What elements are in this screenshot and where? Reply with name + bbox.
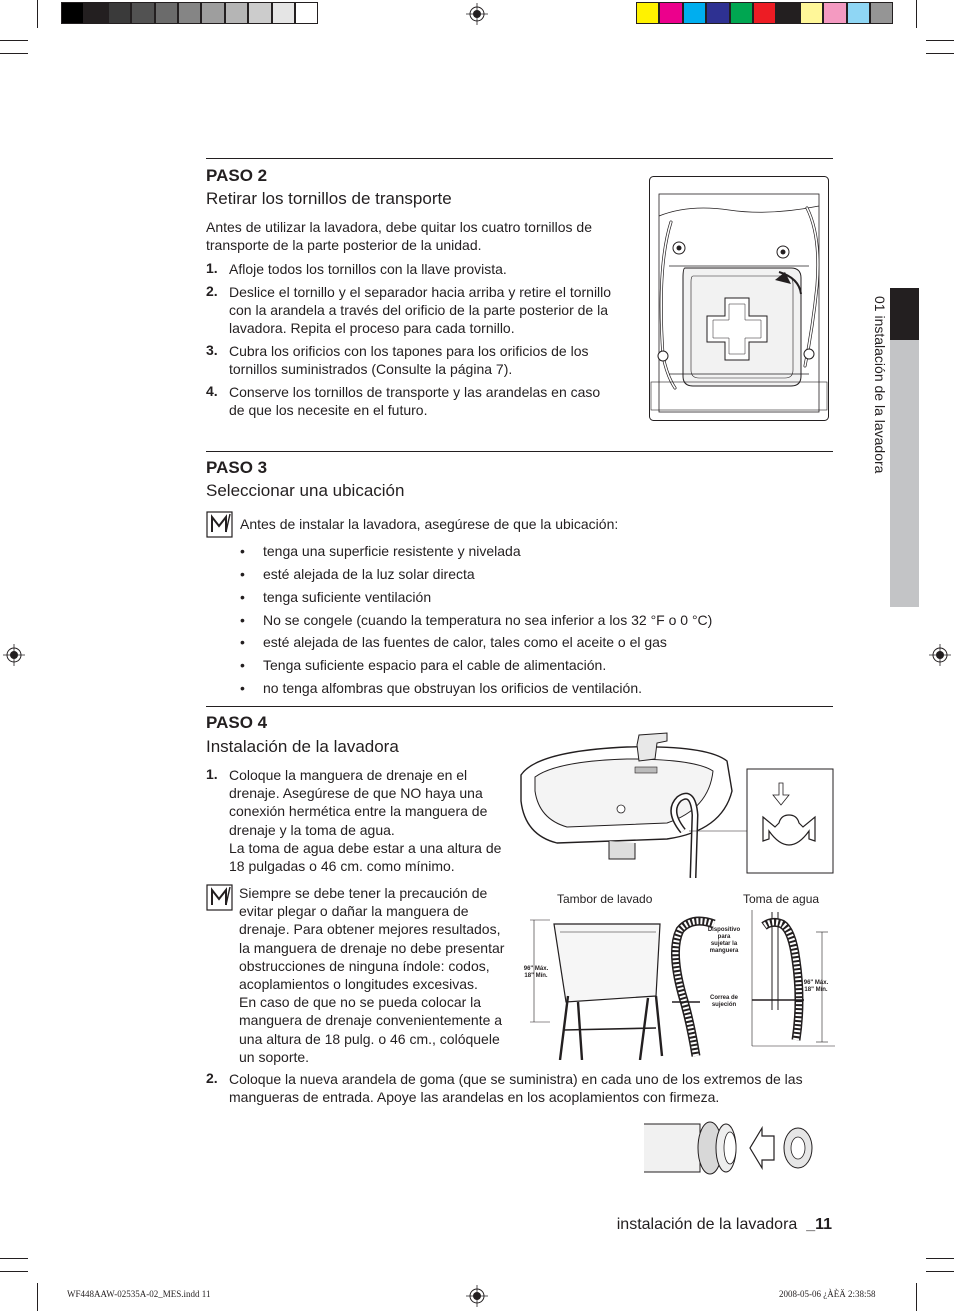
section-divider [206, 451, 833, 452]
page-footer [617, 1216, 832, 1234]
strap-label: Correa de sujeción [709, 995, 738, 1008]
note-icon [206, 884, 233, 911]
print-slug-file: WF448AAW-02535A-02_MES.indd 11 [67, 1289, 211, 1299]
height-label-left: 96" Máx. 18" Mín. [523, 966, 549, 979]
paso2-subtitle: Retirar los tornillos de transporte [206, 189, 452, 208]
color-swatch [847, 2, 870, 24]
chapter-tab-label: 01 instalación de la lavadora [872, 296, 888, 474]
color-swatch [659, 2, 682, 24]
color-swatch [753, 2, 776, 24]
bullet-dot: • [240, 589, 245, 605]
color-swatch [800, 2, 823, 24]
color-swatch [776, 2, 799, 24]
color-swatch [870, 2, 893, 24]
bullet-dot: • [240, 612, 245, 628]
paso2-heading: PASO 2 [206, 166, 268, 185]
footer-title: instalación de la lavadora [616, 1216, 798, 1233]
print-slug-date: 2008-05-06 ¿ÀÈÄ 2:38:58 [779, 1289, 876, 1299]
bullet-dot: • [240, 543, 245, 559]
paso2-step-2: Deslice el tornillo y el separador hacia arriba y retire el tornillo con la arandela a través del orificio de la parte posterior de la lavadora. Repita el proceso para cada tornillo. [229, 284, 612, 337]
section-divider [206, 706, 833, 707]
registration-mark-icon [466, 3, 488, 25]
paso4-step-1: Coloque la manguera de drenaje en el drenaje. Asegúrese de que NO haya una conexión hermética entre la manguera de drenaje y la toma de agua. La toma de agua debe estar a una altura de 18 pulgadas o 46 cm. como mínimo. [229, 767, 502, 875]
bullet-dot: • [240, 566, 245, 582]
list-item: esté alejada de la luz solar directa [263, 566, 475, 582]
step-number: 1. [206, 766, 218, 782]
paso2-step-4: Conserve los tornillos de transporte y las arandelas en caso de que los necesite en el futuro. [229, 384, 601, 419]
color-swatch [155, 2, 178, 24]
bullet-dot: • [240, 680, 245, 696]
color-swatch [683, 2, 706, 24]
height-label-right: 96" Máx. 18" Mín. [803, 980, 829, 993]
registration-mark-icon [929, 644, 951, 666]
color-swatch [201, 2, 224, 24]
step-number: 3. [206, 342, 218, 358]
water-inlet-label: Toma de agua [743, 892, 820, 906]
color-swatch [131, 2, 154, 24]
color-swatch [248, 2, 271, 24]
paso3-note: Antes de instalar la lavadora, asegúrese de que la ubicación: [240, 516, 619, 532]
tub-label: Tambor de lavado [557, 892, 653, 906]
paso2-step-3: Cubra los orificios con los tapones para los orificios de los tornillos suministrados (Consulte la página 7). [229, 343, 589, 378]
chapter-tab-marker [890, 288, 919, 340]
color-swatch [636, 2, 659, 24]
step-number: 1. [206, 260, 218, 276]
hose-holder-label: Dispositivo para sujetar la manguera [707, 927, 741, 954]
paso4-heading: PASO 4 [206, 713, 268, 732]
registration-mark-icon [466, 1285, 488, 1307]
color-swatch [225, 2, 248, 24]
paso2-intro: Antes de utilizar la lavadora, debe quitar los cuatro tornillos de transporte de la parte posterior de la unidad. [206, 219, 592, 254]
paso4-subtitle: Instalación de la lavadora [206, 737, 399, 756]
sink-illustration [517, 731, 835, 878]
page-number: _11 [806, 1216, 832, 1233]
washer-back-illustration [649, 176, 829, 421]
step-number: 2. [206, 283, 218, 299]
list-item: esté alejada de las fuentes de calor, tales como el aceite o el gas [263, 634, 667, 650]
list-item: No se congele (cuando la temperatura no sea inferior a los 32 °F o 0 °C) [263, 612, 713, 628]
color-swatch [61, 2, 84, 24]
paso2-step-1: Afloje todos los tornillos con la llave provista. [229, 261, 507, 277]
paso4-step-2: Coloque la nueva arandela de goma (que se suministra) en cada uno de los extremos de las mangueras de entrada. Apoye las arandelas en los acoplamientos con firmeza. [229, 1071, 803, 1106]
paso3-subtitle: Seleccionar una ubicación [206, 481, 405, 500]
list-item: Tenga suficiente espacio para el cable de alimentación. [263, 657, 607, 673]
list-item: tenga suficiente ventilación [263, 589, 432, 605]
color-swatch [295, 2, 318, 24]
paso4-note: Siempre se debe tener la precaución de evitar plegar o dañar la manguera de drenaje. Para obtener mejores resultados, la manguera de drenaje no debe presentar obstrucciones de ninguna índole: codos, acoplamientos o longitudes excesivas. En caso de que no se pueda colocar la manguera de drenaje convenientemente a una altura de 18 pulg. o 46 cm., colóquele un soporte. [239, 885, 505, 1065]
section-divider [206, 158, 833, 159]
color-swatch [730, 2, 753, 24]
color-swatch [706, 2, 729, 24]
paso3-heading: PASO 3 [206, 458, 268, 477]
color-swatch [272, 2, 295, 24]
bullet-dot: • [240, 634, 245, 650]
list-item: tenga una superficie resistente y nivelada [263, 543, 521, 559]
hose-washer-illustration [644, 1118, 816, 1178]
color-swatch [108, 2, 131, 24]
color-swatch [178, 2, 201, 24]
color-swatch [84, 2, 107, 24]
drain-setup-illustration [520, 910, 835, 1060]
list-item: no tenga alfombras que obstruyan los orificios de ventilación. [263, 680, 642, 696]
note-icon [206, 511, 233, 538]
step-number: 2. [206, 1070, 218, 1086]
bullet-dot: • [240, 657, 245, 673]
registration-mark-icon [3, 644, 25, 666]
color-swatch [823, 2, 846, 24]
step-number: 4. [206, 383, 218, 399]
